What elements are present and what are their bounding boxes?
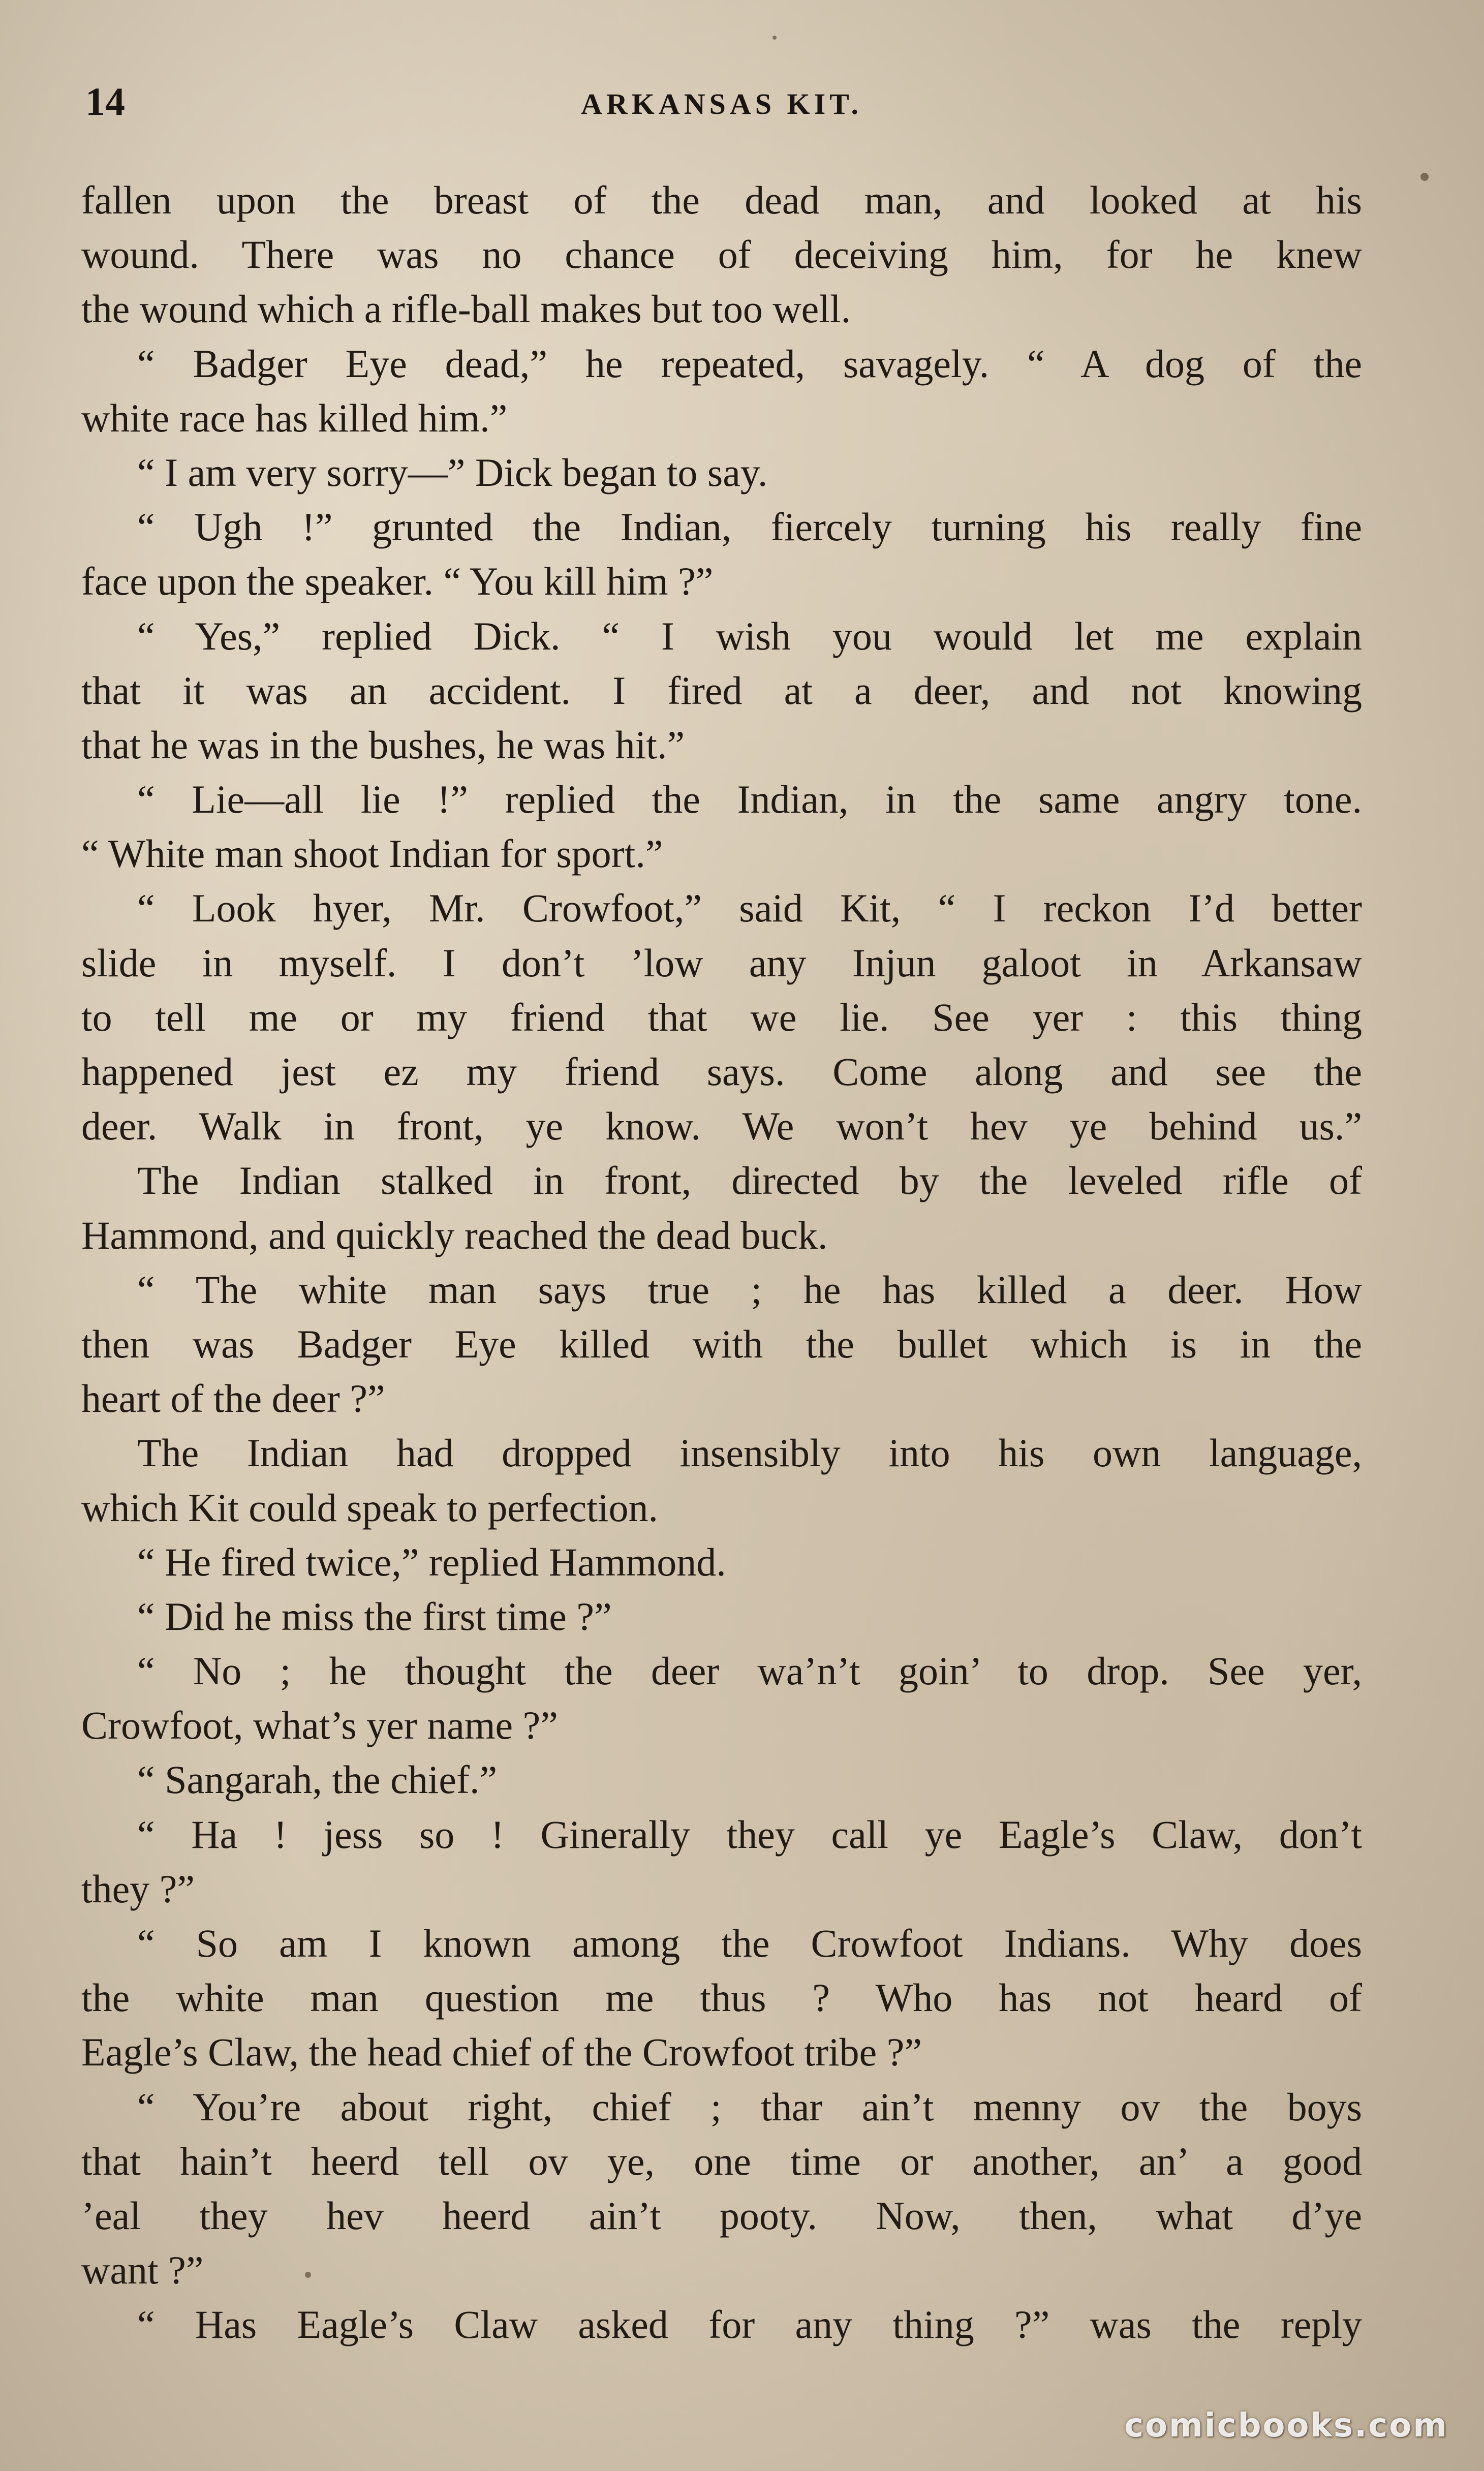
ink-speck xyxy=(772,36,777,40)
text-line: “ He fired twice,” replied Hammond. xyxy=(137,1539,726,1584)
text-line: want ?” xyxy=(81,2248,204,2293)
text-line: Crowfoot, what’s yer name ?” xyxy=(81,1703,558,1748)
text-line: “ I am very sorry—” Dick began to say. xyxy=(137,450,768,495)
text-line: “ Has Eagle’s Claw asked for any thing ?” was the reply xyxy=(137,2302,1362,2347)
text-line: that hain’t heerd tell ov ye, one time or another, an’ a good xyxy=(81,2139,1362,2183)
ink-speck xyxy=(1420,173,1429,181)
page-number: 14 xyxy=(85,79,125,123)
text-line: they ?” xyxy=(81,1866,195,1911)
text-line: ’eal they hev heerd ain’t pooty. Now, then, what d’ye xyxy=(81,2193,1362,2238)
text-line: the white man question me thus ? Who has not heard of xyxy=(81,1975,1362,2020)
text-line: heart of the deer ?” xyxy=(81,1376,385,1421)
text-line: wound. There was no chance of deceiving him, for he knew xyxy=(81,232,1362,277)
text-line: “ The white man says true ; he has killed a deer. How xyxy=(137,1267,1362,1312)
text-line: “ So am I known among the Crowfoot Indians. Why does xyxy=(137,1921,1362,1965)
text-line: that he was in the bushes, he was hit.” xyxy=(81,722,685,767)
text-line: “ Badger Eye dead,” he repeated, savagely. “ A dog of the xyxy=(137,341,1362,386)
text-line: “ No ; he thought the deer wa’n’t goin’ to drop. See yer, xyxy=(137,1649,1362,1693)
text-line: then was Badger Eye killed with the bullet which is in the xyxy=(81,1321,1362,1366)
running-head: ARKANSAS KIT. xyxy=(580,87,863,120)
text-line: happened jest ez my friend says. Come along and see the xyxy=(81,1049,1362,1094)
page-header xyxy=(81,76,1362,127)
text-line: “ White man shoot Indian for sport.” xyxy=(81,831,663,876)
text-line: fallen upon the breast of the dead man, and looked at his xyxy=(81,178,1362,222)
text-line: “ Yes,” replied Dick. “ I wish you would let me explain xyxy=(137,613,1362,658)
text-line: “ You’re about right, chief ; thar ain’t menny ov the boys xyxy=(137,2084,1362,2129)
text-line: The Indian stalked in front, directed by the leveled rifle of xyxy=(137,1158,1362,1203)
text-line: “ Lie—all lie !” replied the Indian, in the same angry tone. xyxy=(137,777,1362,822)
text-line: “ Look hyer, Mr. Crowfoot,” said Kit, “ I reckon I’d better xyxy=(137,886,1362,931)
text-line: that it was an accident. I fired at a deer, and not knowing xyxy=(81,668,1362,713)
text-line: the wound which a rifle-ball makes but too well. xyxy=(81,287,851,331)
text-line: Eagle’s Claw, the head chief of the Crowfoot tribe ?” xyxy=(81,2030,922,2075)
text-line: deer. Walk in front, ye know. We won’t hev ye behind us.” xyxy=(81,1104,1362,1149)
text-line: face upon the speaker. “ You kill him ?” xyxy=(81,559,714,604)
text-line: “ Sangarah, the chief.” xyxy=(137,1757,498,1802)
text-line: to tell me or my friend that we lie. See yer : this thing xyxy=(81,995,1362,1039)
text-line: “ Did he miss the first time ?” xyxy=(137,1594,612,1639)
text-line: which Kit could speak to perfection. xyxy=(81,1485,658,1530)
text-line: slide in myself. I don’t ’low any Injun galoot in Arkansaw xyxy=(81,940,1362,985)
text-line: “ Ugh !” grunted the Indian, fiercely turning his really fine xyxy=(137,505,1362,549)
text-line: The Indian had dropped insensibly into his own language, xyxy=(137,1431,1362,1475)
watermark-logo: comicbooks.com xyxy=(1124,2407,1448,2445)
ink-speck xyxy=(305,2272,311,2278)
body-text xyxy=(81,173,1362,2352)
text-line: Hammond, and quickly reached the dead buck. xyxy=(81,1213,828,1257)
text-line: white race has killed him.” xyxy=(81,395,508,440)
text-line: “ Ha ! jess so ! Ginerally they call ye Eagle’s Claw, don’t xyxy=(137,1812,1362,1857)
